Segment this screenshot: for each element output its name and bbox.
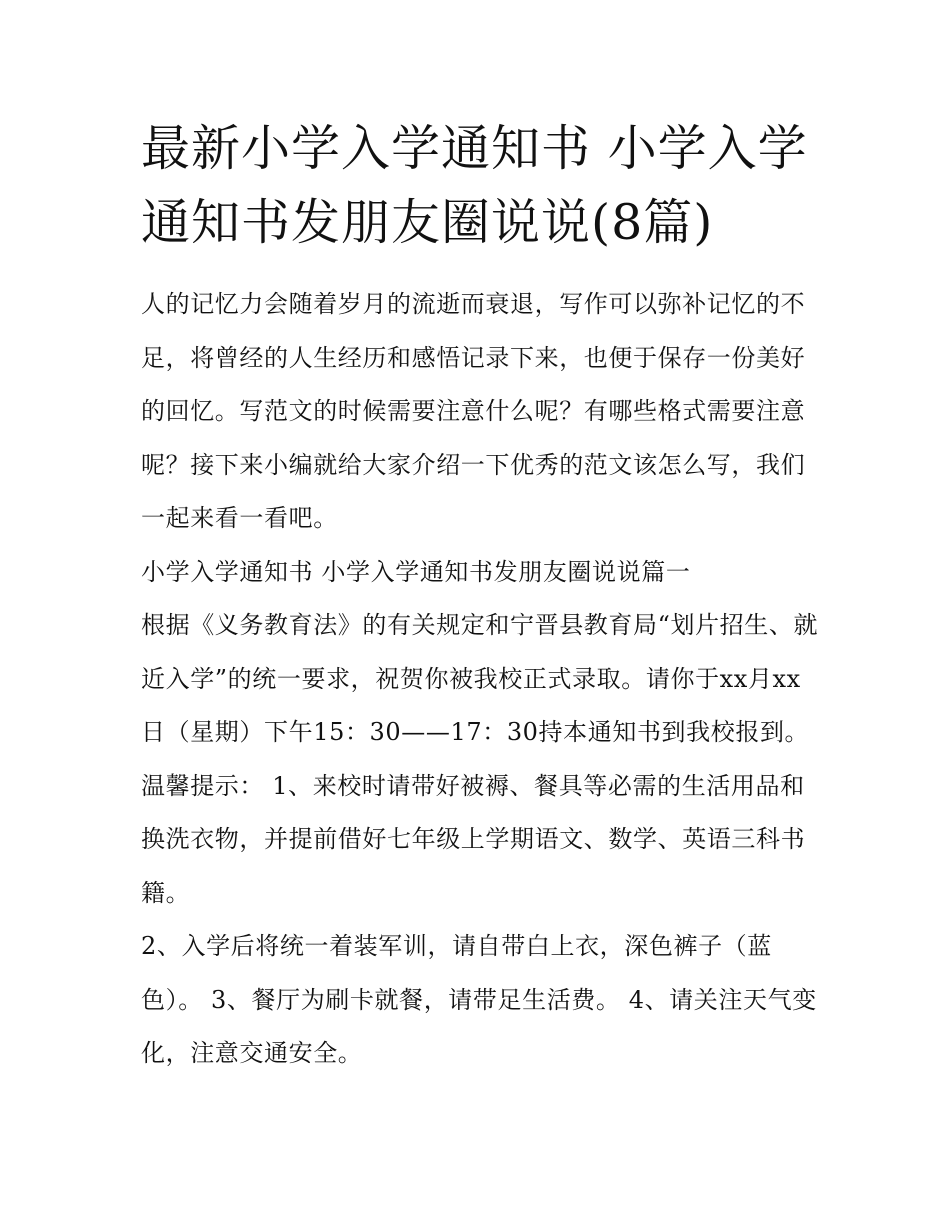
document-title: 最新小学入学通知书 小学入学通知书发朋友圈说说(8篇) <box>141 120 808 251</box>
intro-paragraph: 人的记忆力会随着岁月的流逝而衰退，写作可以弥补记忆的不足，将曾经的人生经历和感悟记录下来，也便于保存一份美好的回忆。写范文的时候需要注意什么呢？有哪些格式需要注意呢？接下来小编就给大家介绍一下优秀的范文该怎么写，我们一起来看一看吧。 <box>141 290 806 532</box>
section-heading: 小学入学通知书 小学入学通知书发朋友圈说说篇一 <box>141 557 691 586</box>
title-block <box>141 112 821 260</box>
tips-continued-paragraph: 2、入学后将统一着装军训，请自带白上衣，深色裤子（蓝色）。 3、餐厅为刷卡就餐，请带足生活费。 4、请关注天气变化，注意交通安全。 <box>141 932 817 1067</box>
tips-paragraph: 温馨提示： 1、来校时请带好被褥、餐具等必需的生活用品和换洗衣物，并提前借好七年级上学期语文、数学、英语三科书籍。 <box>141 771 806 907</box>
document-page <box>141 112 821 1081</box>
notice-paragraph: 根据《义务教育法》的有关规定和宁晋县教育局“划片招生、就近入学”的统一要求，祝贺你被我校正式录取。请你于xx月xx日（星期）下午15：30——17：30持本通知书到我校报到。 <box>141 611 819 746</box>
